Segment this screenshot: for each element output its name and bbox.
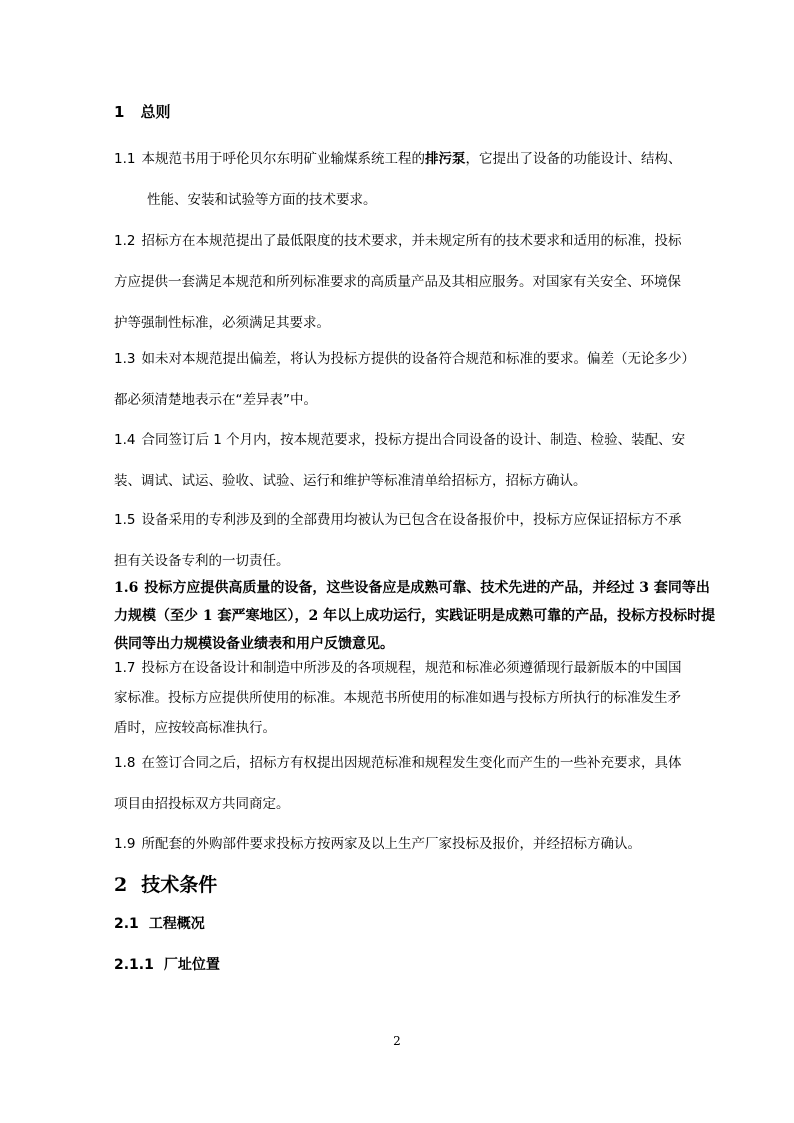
clause-text: 方应提供一套满足本规范和所列标准要求的高质量产品及其相应服务。对国家有关安全、环境保: [114, 274, 681, 290]
clause-number: 1.5: [114, 512, 136, 528]
clause-number: 1.8: [114, 755, 136, 771]
clause-text: 装、调试、试运、验收、试验、运行和维护等标准清单给招标方，招标方确认。: [114, 473, 587, 489]
clause-text: 所配套的外购部件要求投标方按两家及以上生产厂家投标及报价，并经招标方确认。: [141, 836, 641, 852]
clause-text: 力规模（至少 1 套严寒地区），2 年以上成功运行，实践证明是成熟可靠的产品，投标方投标时提: [114, 608, 716, 624]
clause-text: 盾时，应按较高标准执行。: [114, 720, 276, 736]
clause-1-5: [114, 510, 686, 571]
clause-1-2: [114, 231, 686, 333]
section-title: 技术条件: [141, 874, 218, 896]
clause-number: 1.9: [114, 836, 136, 852]
clause-number: 1.1: [114, 151, 136, 167]
clause-text: 投标方应提供高质量的设备，这些设备应是成熟可靠、技术先进的产品，并经过 3 套同等出: [144, 580, 710, 596]
clause-text: 本规范书用于呼伦贝尔东明矿业输煤系统工程的: [141, 151, 425, 167]
clause-number: 1.2: [114, 233, 136, 249]
clause-number: 1.7: [114, 660, 136, 676]
product-name: 排污泵: [424, 151, 466, 167]
clause-text: 合同签订后 1 个月内，按本规范要求，投标方提出合同设备的设计、制造、检验、装配、安: [141, 432, 686, 448]
clause-text: 招标方在本规范提出了最低限度的技术要求，并未规定所有的技术要求和适用的标准，投标: [141, 233, 682, 249]
clause-text: ，它提出了设备的功能设计、结构、: [465, 151, 682, 167]
clause-number: 1.4: [114, 432, 136, 448]
section-number: 1: [114, 103, 125, 121]
section-number: 2.1: [114, 916, 139, 932]
section-heading-2-1-1: [114, 955, 686, 975]
clause-text: 设备采用的专利涉及到的全部费用均被认为已包含在设备报价中，投标方应保证招标方不承: [141, 512, 682, 528]
section-title: 厂址位置: [163, 957, 220, 973]
clause-number: 1.6: [114, 580, 139, 596]
section-heading-2: [114, 872, 686, 898]
section-heading-1: [114, 102, 686, 122]
clause-text: 如未对本规范提出偏差，将认为投标方提供的设备符合规范和标准的要求。偏差（无论多少）: [141, 351, 695, 367]
section-heading-2-1: [114, 914, 686, 934]
clause-1-3: [114, 349, 695, 410]
clause-1-1: [114, 149, 686, 210]
clause-number: 1.3: [114, 351, 136, 367]
section-number: 2: [114, 874, 128, 896]
clause-1-4: [114, 430, 686, 491]
section-title: 总则: [140, 103, 171, 121]
clause-text: 项目由招投标双方共同商定。: [114, 796, 290, 812]
clause-1-7: [114, 658, 686, 738]
clause-text: 投标方在设备设计和制造中所涉及的各项规程，规范和标准必须遵循现行最新版本的中国国: [141, 660, 682, 676]
clause-text: 供同等出力规模设备业绩表和用户反馈意见。: [114, 636, 394, 652]
clause-text: 护等强制性标准，必须满足其要求。: [114, 315, 330, 331]
clause-1-9: [114, 834, 686, 854]
page-number: 2: [393, 1034, 401, 1048]
clause-text: 都必须清楚地表示在“差异表”中。: [114, 392, 317, 408]
clause-text: 在签订合同之后，招标方有权提出因规范标准和规程发生变化而产生的一些补充要求，具体: [141, 755, 682, 771]
section-title: 工程概况: [148, 916, 205, 932]
clause-1-8: [114, 753, 686, 814]
clause-text: 担有关设备专利的一切责任。: [114, 553, 290, 569]
clause-text: 家标准。投标方应提供所使用的标准。本规范书所使用的标准如遇与投标方所执行的标准发生矛: [114, 690, 681, 706]
clause-1-6: [114, 576, 716, 656]
section-number: 2.1.1: [114, 957, 154, 973]
clause-text: 性能、安装和试验等方面的技术要求。: [147, 192, 377, 208]
